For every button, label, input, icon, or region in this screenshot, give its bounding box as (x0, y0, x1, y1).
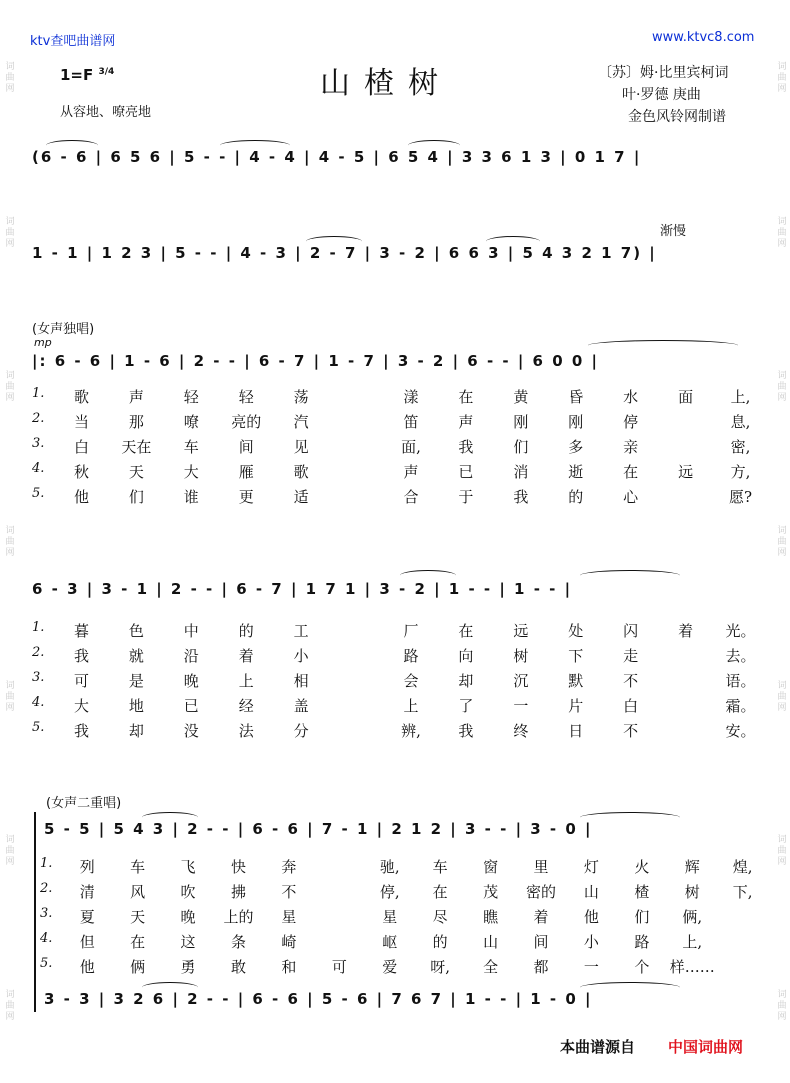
notation-text: |: 6 - 6 | 1 - 6 | 2 - - | 6 - 7 | 1 - 7 | 3 - 2 | 6 - - | 6 0 0 | (32, 352, 599, 370)
notation-text: 5 - 5 | 5 4 3 | 2 - - | 6 - 6 | 7 - 1 | 2 1 2 | 3 - - | 3 - 0 | (44, 820, 593, 838)
verse-a-line-5: 5. 他 们 谁 更 适 合 于 我 的 心 愿? (32, 486, 753, 506)
dynamic-marking: mp (34, 336, 52, 349)
duet-section-label: (女声二重唱) (46, 796, 122, 811)
slur-mark (408, 140, 460, 151)
time-signature: 3/4 (98, 67, 115, 77)
notation-text: (6 - 6 | 6 5 6 | 5 - - | 4 - 4 | 4 - 5 | 6 5 4 | 3 3 6 1 3 | 0 1 7 | (32, 148, 642, 166)
solo-section-label: (女声独唱) (32, 322, 95, 337)
slur-mark (142, 812, 198, 823)
left-watermark-strip: 词曲网 词曲网 词曲网 词曲网 词曲网 词曲网 词曲网 (3, 60, 14, 1023)
verse-a-line-4: 4. 秋 天 大 雁 歌 声 已 消 逝 在 远 方, (32, 461, 751, 481)
notation-row-3 (32, 352, 768, 380)
key-signature: 1=F $^{3/4}$ (60, 66, 115, 84)
verse-b-line-3: 3. 可 是 晚 上 相 会 却 沉 默 不 语。 (32, 670, 756, 690)
notation-row-4 (32, 580, 768, 608)
verse-c-line-1: 1. 列 车 飞 快 奔 驰, 车 窗 里 灯 火 辉 煌, (40, 856, 753, 876)
verse-a-line-1: 1. 歌 声 轻 轻 荡 漾 在 黄 昏 水 面 上, (32, 386, 751, 406)
verse-b-line-4: 4. 大 地 已 经 盖 上 了 一 片 白 霜。 (32, 695, 756, 715)
notation-row-5 (44, 820, 768, 848)
slur-mark (580, 812, 680, 823)
right-watermark-strip: 词曲网 词曲网 词曲网 词曲网 词曲网 词曲网 词曲网 (775, 60, 786, 1023)
lyricist-credit: 〔苏〕姆·比里宾柯词 (598, 65, 729, 81)
verse-b-line-5: 5. 我 却 没 法 分 辨, 我 终 日 不 安。 (32, 720, 756, 740)
verse-b-line-2: 2. 我 就 沿 着 小 路 向 树 下 走 去。 (32, 645, 756, 665)
verse-c-line-5: 5. 他 俩 勇 敢 和 可 爱 呀, 全 都 一 个 样…… (40, 956, 715, 976)
system-brace (34, 812, 36, 1012)
site-link-left[interactable]: ktv查吧曲谱网 (30, 34, 116, 49)
ritardando-mark: 渐慢 (660, 224, 687, 239)
tempo-marking: 从容地、嘹亮地 (60, 105, 152, 120)
slur-mark (46, 140, 98, 151)
slur-mark (580, 982, 680, 993)
slur-mark (142, 982, 198, 993)
verse-c-line-3: 3. 夏 天 晚 上的 星 星 尽 瞧 着 他 们 俩, (40, 906, 703, 926)
notation-row-2 (32, 244, 768, 272)
site-link-right[interactable]: www.ktvc8.com (652, 30, 755, 45)
slur-mark (306, 236, 362, 247)
slur-mark (486, 236, 540, 247)
notation-text: 1 - 1 | 1 2 3 | 5 - - | 4 - 3 | 2 - 7 | 3 - 2 | 6 6 3 | 5 4 3 2 1 7) | (32, 244, 657, 262)
slur-mark (580, 570, 680, 581)
song-title: 山楂树 (320, 66, 452, 101)
notation-row-6 (44, 990, 768, 1018)
composer-credit: 叶·罗德 庚曲 (622, 87, 701, 103)
verse-c-line-4: 4. 但 在 这 条 崎 岖 的 山 间 小 路 上, (40, 931, 703, 951)
verse-a-line-3: 3. 白 天在 车 间 见 面, 我 们 多 亲 密, (32, 436, 751, 456)
notation-text: 3 - 3 | 3 2 6 | 2 - - | 6 - 6 | 5 - 6 | 7 6 7 | 1 - - | 1 - 0 | (44, 990, 593, 1008)
notation-text: 6 - 3 | 3 - 1 | 2 - - | 6 - 7 | 1 7 1 | 3 - 2 | 1 - - | 1 - - | (32, 580, 573, 598)
verse-a-line-2: 2. 当 那 嘹 亮的 汽 笛 声 刚 刚 停 息, (32, 411, 751, 431)
volta-bracket (588, 340, 738, 351)
slur-mark (220, 140, 290, 151)
slur-mark (400, 570, 456, 581)
verse-b-line-1: 1. 暮 色 中 的 工 厂 在 远 处 闪 着 光。 (32, 620, 756, 640)
footer-source-label: 本曲谱源自 (560, 1038, 636, 1056)
footer-source-site[interactable]: 中国词曲网 (668, 1038, 744, 1056)
engraver-credit: 金色风铃网制谱 (628, 109, 726, 125)
notation-row-1 (32, 148, 768, 176)
verse-c-line-2: 2. 清 风 吹 拂 不 停, 在 茂 密的 山 楂 树 下, (40, 881, 753, 901)
